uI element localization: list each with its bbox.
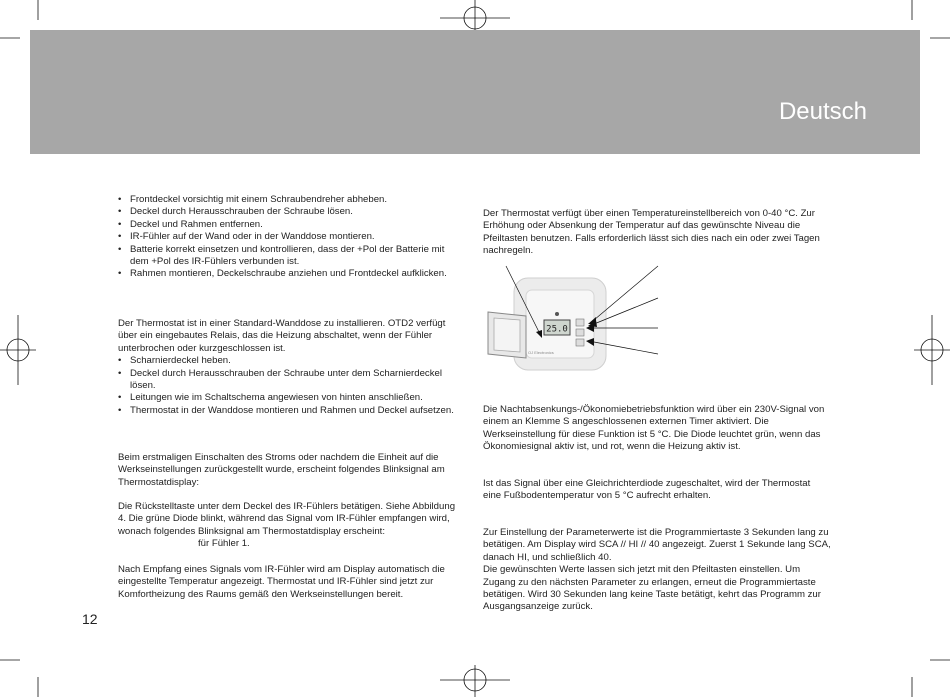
list-item: • IR-Fühler auf der Wand oder in der Wanddose montieren. <box>118 231 464 243</box>
page-title: Deutsch <box>778 98 867 125</box>
display-readout: 25.0 <box>546 324 568 335</box>
paragraph-tail: für Fühler 1. <box>198 538 250 550</box>
header-band <box>30 30 920 154</box>
list-item: • Deckel durch Herausschrauben der Schraube lösen. <box>118 206 464 218</box>
paragraph: Die gewünschten Werte lassen sich jetzt mit den Pfeiltasten einstellen. Um Zugang zu den nächsten Parameter zu erlangen, erneut die Programmiertaste betätigen. Wird 30 Sekunden lang keine Taste betätigt, kehrt das Programm zur Ausgangsanzeige zurück. <box>483 564 821 613</box>
list-item: • Frontdeckel vorsichtig mit einem Schraubendreher abheben. <box>118 194 464 206</box>
paragraph: Nach Empfang eines Signals vom IR-Fühler wird am Display automatisch die eingestellte Temperatur angezeigt. Thermostat und IR-Fühler sind jetzt zur Komfortheizung des Raums gemäß den Werkseinstellungen bereit. <box>118 564 445 600</box>
brand-label: OJ Electronics <box>528 350 554 355</box>
list-item: • Thermostat in der Wanddose montieren und Rahmen und Deckel aufsetzen. <box>118 405 464 417</box>
paragraph: Beim erstmaligen Einschalten des Stroms oder nachdem die Einheit auf die Werkseinstellungen zurückgestellt wurde, erscheint folgendes Blinksignal am Thermostatdisplay: <box>118 452 445 488</box>
thermostat-figure <box>484 262 660 380</box>
list-item: • Deckel und Rahmen entfernen. <box>118 219 464 231</box>
left-paragraph-4 <box>118 564 464 601</box>
paragraph: Die Nachtabsenkungs-/Ökonomiebetriebsfunktion wird über ein 230V-Signal von einem an Klemme S angeschlossenen externen Timer aktiviert. Die Werkseinstellung für diese Funktion ist 5 °C. Die Diode leuchtet grün, wenn das Ökonomiesignal aktiv ist, und rot, wenn die Heizung aktiv ist. <box>483 404 825 453</box>
list-item: • Deckel durch Herausschrauben der Schraube unter dem Scharnierdeckel lösen. <box>118 368 464 393</box>
right-paragraph-1 <box>483 208 831 258</box>
left-list-1 <box>118 194 464 281</box>
right-paragraph-3 <box>483 478 831 503</box>
list-item: • Batterie korrekt einsetzen und kontrollieren, dass der +Pol der Batterie mit dem +Pol des IR-Fühlers verbunden ist. <box>118 244 464 269</box>
list-item: • Rahmen montieren, Deckelschraube anziehen und Frontdeckel aufklicken. <box>118 268 464 280</box>
left-paragraph-3 <box>118 501 464 551</box>
paragraph: Der Thermostat verfügt über einen Temperatureinstellbereich von 0-40 °C. Zur Erhöhung oder Absenkung der Temperatur auf das gewünschte Niveau die Pfeiltasten benutzen. Falls erforderlich lässt sich dies nach ein oder zwei Tagen nachregeln. <box>483 208 820 257</box>
paragraph: Ist das Signal über eine Gleichrichterdiode zugeschaltet, wird der Thermostat eine Fußbodentemperatur von 5 °C aufrecht erhalten. <box>483 478 811 502</box>
right-paragraph-4 <box>483 527 831 614</box>
list-item: • Scharnierdeckel heben. <box>118 355 464 367</box>
list-item: • Leitungen wie im Schaltschema angewiesen von hinten anschließen. <box>118 392 464 404</box>
paragraph: Die Rückstelltaste unter dem Deckel des IR-Fühlers betätigen. Siehe Abbildung 4. Die grüne Diode blinkt, während das Signal vom IR-Fühler empfangen wird, wonach folgendes Blinksignal am Thermostatdisplay erscheint: <box>118 501 456 537</box>
paragraph: Zur Einstellung der Parameterwerte ist die Programmiertaste 3 Sekunden lang zu betätigen. Am Display wird SCA // HI // 40 angezeigt. Zuerst 1 Sekunde lang SCA, danach HI, und schließlich 40. <box>483 527 831 563</box>
left-installation-section <box>118 318 464 417</box>
left-paragraph-2 <box>118 452 464 489</box>
right-paragraph-2 <box>483 404 831 454</box>
page-number: 12 <box>82 611 98 627</box>
paragraph: Der Thermostat ist in einer Standard-Wanddose zu installieren. OTD2 verfügt über ein eingebautes Relais, das die Heizung abschaltet, wenn der Fühler unterbrochen oder kurzgeschlossen ist. <box>118 318 446 354</box>
